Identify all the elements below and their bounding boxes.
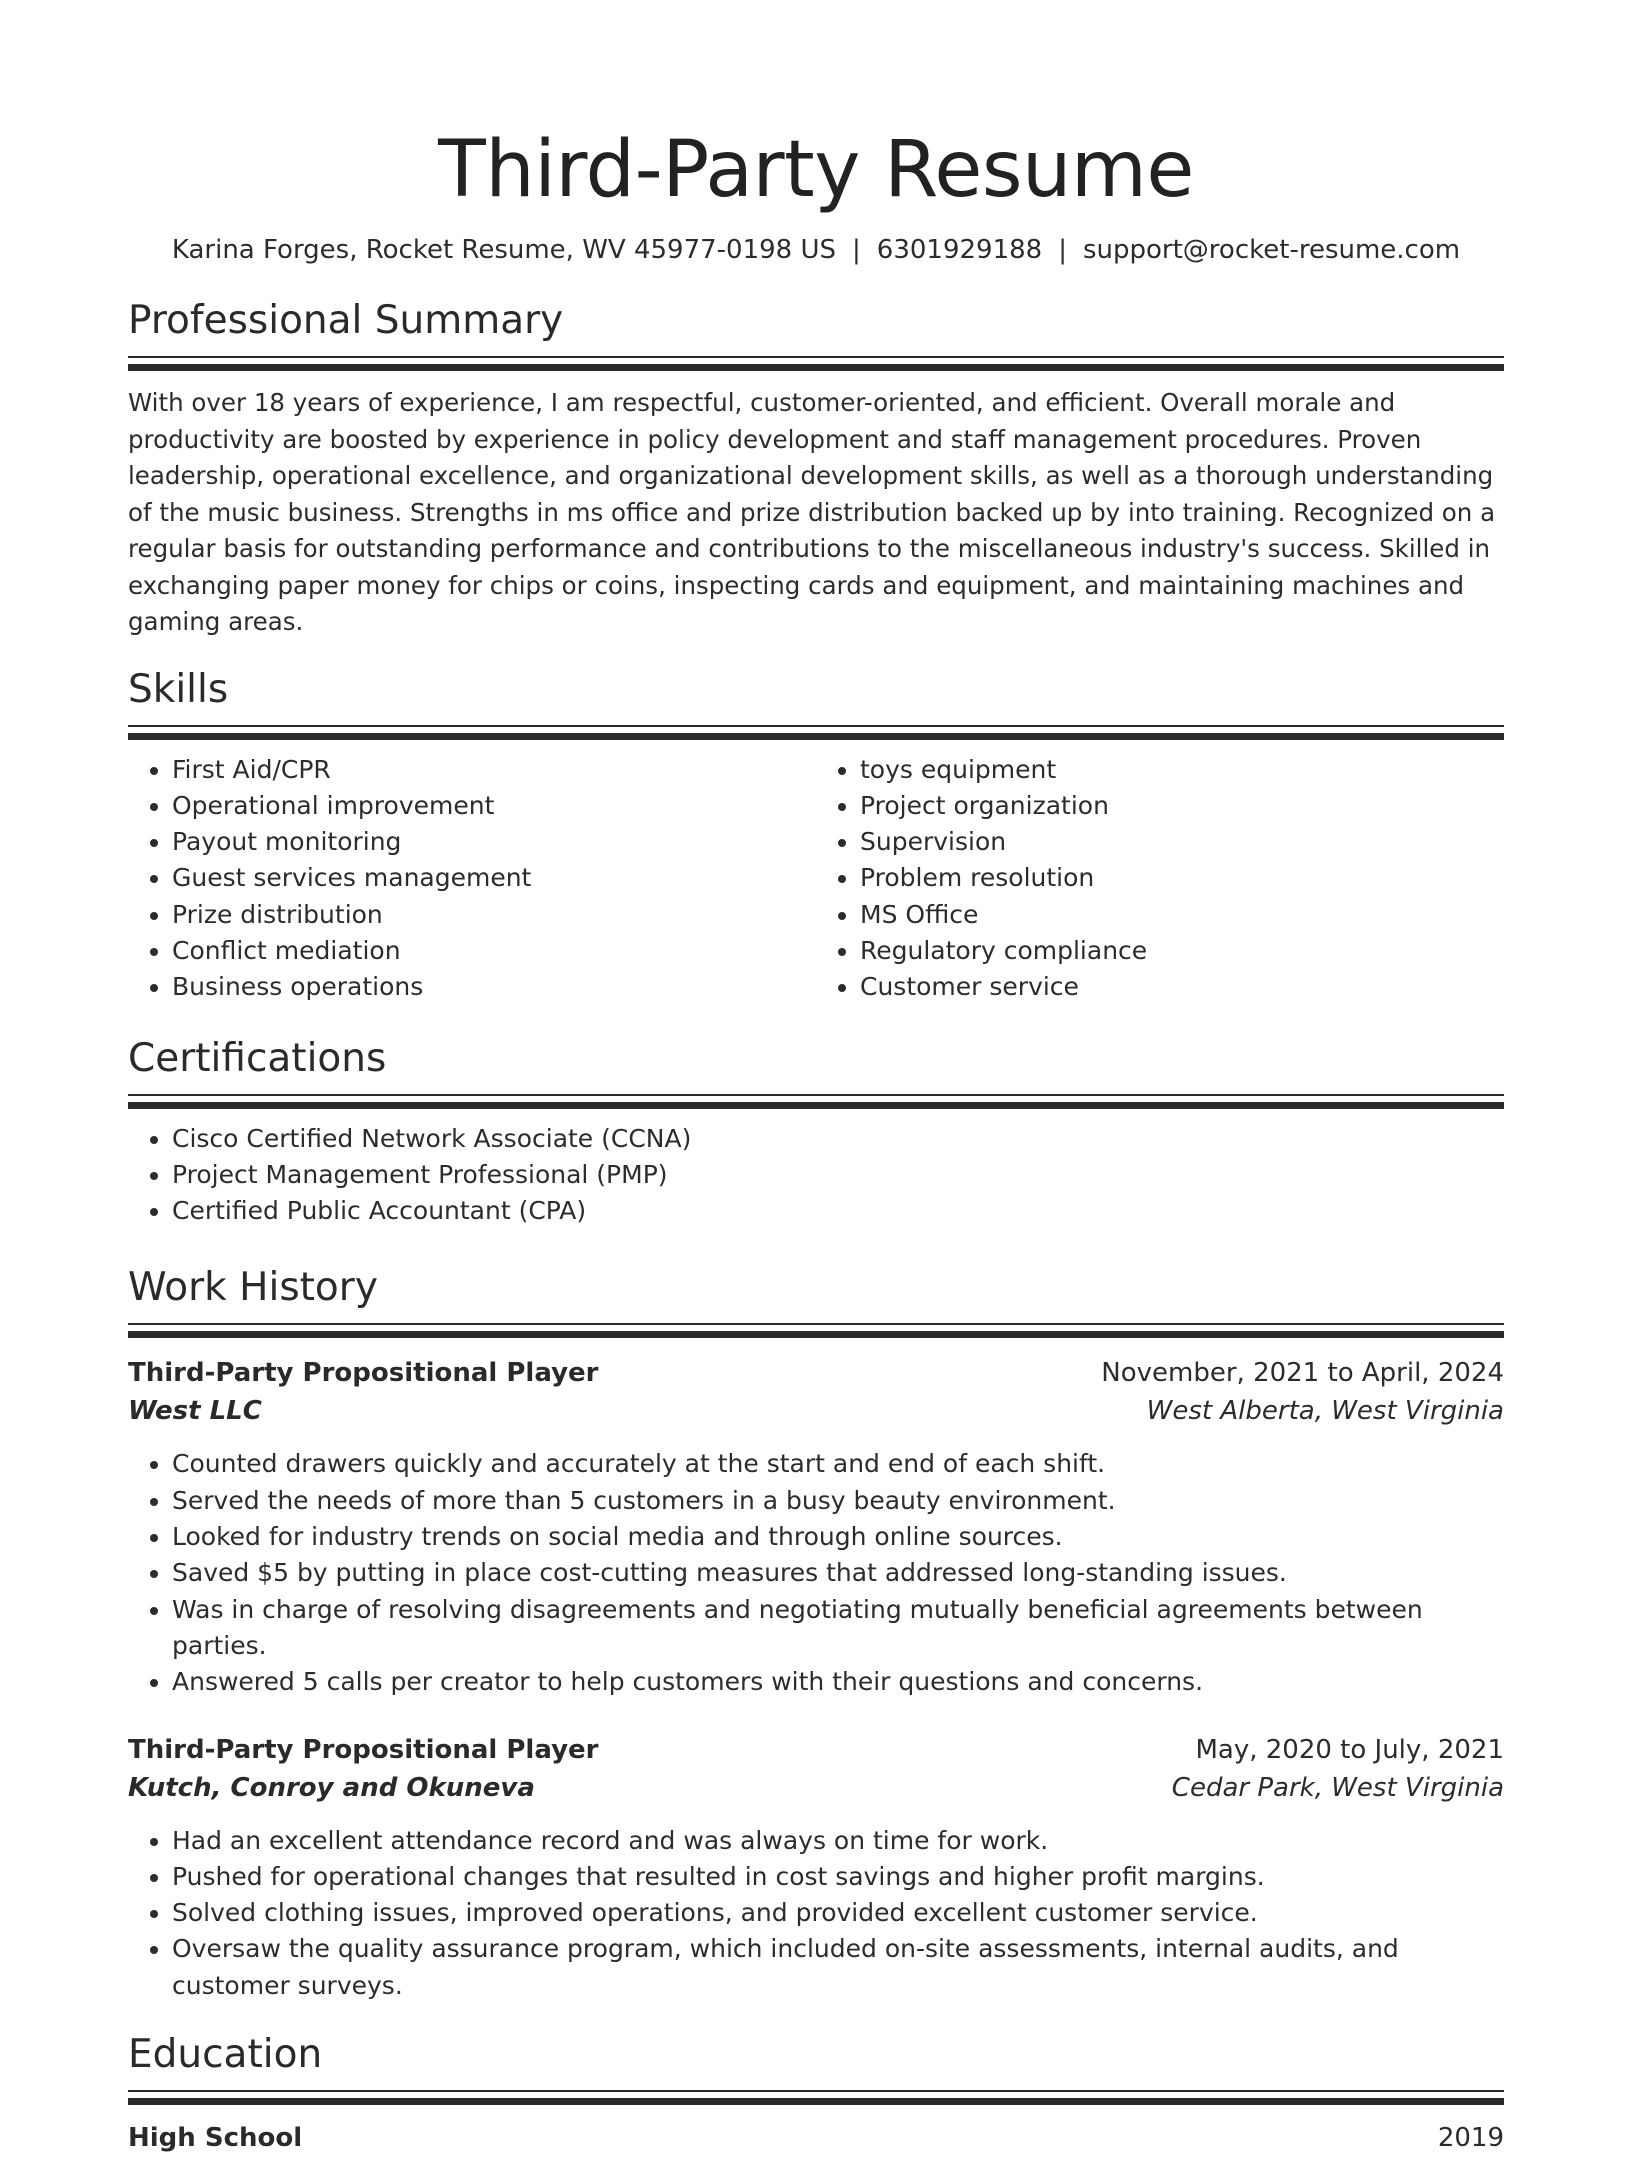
job-duty: • Looked for industry trends on social media and through online sources. <box>172 1519 1504 1555</box>
contact-email: support@rocket-resume.com <box>1082 235 1461 265</box>
job-duty: • Served the needs of more than 5 customers in a busy beauty environment. <box>172 1483 1504 1519</box>
skills-grid <box>128 752 1504 1006</box>
contact-phone: 6301929188 <box>876 235 1043 265</box>
certifications-section <box>128 1034 1504 1230</box>
job-duty: • Saved $5 by putting in place cost-cutting measures that addressed long-standing issues. <box>172 1555 1504 1591</box>
job-title: Third-Party Propositional Player <box>128 1734 599 1765</box>
certifications-heading: Certifications <box>128 1035 387 1081</box>
summary-section <box>128 296 1504 641</box>
certification-item: • Certified Public Accountant (CPA) <box>172 1193 1504 1229</box>
summary-text: With over 18 years of experience, I am respectful, customer-oriented, and efficient. Overall morale and productivity are boosted by experience in policy development and staff management procedures. Proven leadership, operational excellence, and organizational development skills, as well as a thorough understanding of the music business. Strengths in ms office and prize distribution backed up by into training. Recognized on a regular basis for outstanding performance and contributions to the miscellaneous industry's success. Skilled in exchanging paper money for chips or coins, inspecting cards and equipment, and maintaining machines and gaming areas. <box>128 388 1496 636</box>
job-company: Kutch, Conroy and Okuneva <box>128 1772 535 1803</box>
skill-item: • toys equipment <box>860 752 1504 788</box>
education-degree: High School <box>128 2123 303 2154</box>
skills-heading: Skills <box>128 666 229 712</box>
job-duties-list <box>128 1446 1504 1700</box>
job-location: Cedar Park, West Virginia <box>1171 1772 1504 1803</box>
job-header <box>128 1354 1504 1392</box>
skill-item: • Customer service <box>860 969 1504 1005</box>
skills-section <box>128 665 1504 1006</box>
education-section <box>128 2030 1504 2157</box>
section-divider <box>128 725 1504 740</box>
skill-item: • Conflict mediation <box>172 933 816 969</box>
skill-item: • MS Office <box>860 897 1504 933</box>
section-divider <box>128 356 1504 371</box>
job-duty: • Answered 5 calls per creator to help customers with their questions and concerns. <box>172 1664 1504 1700</box>
job-dates: November, 2021 to April, 2024 <box>1101 1358 1504 1389</box>
education-entry <box>128 2119 1504 2157</box>
skill-item: • Business operations <box>172 969 816 1005</box>
job-header <box>128 1731 1504 1769</box>
job-subheader <box>128 1769 1504 1807</box>
contact-separator: | <box>852 235 861 265</box>
job-dates: May, 2020 to July, 2021 <box>1195 1734 1504 1765</box>
job-duty: • Oversaw the quality assurance program, which included on-site assessments, internal audits, and customer surveys. <box>172 1931 1504 2004</box>
skill-item: • Problem resolution <box>860 860 1504 896</box>
job-duties-list <box>128 1823 1504 2004</box>
job-duty: • Solved clothing issues, improved operations, and provided excellent customer service. <box>172 1895 1504 1931</box>
job-entry <box>128 1354 1504 1700</box>
contact-separator: | <box>1058 235 1067 265</box>
section-divider <box>128 2090 1504 2105</box>
certification-item: • Cisco Certified Network Associate (CCNA) <box>172 1121 1504 1157</box>
skill-item: • Supervision <box>860 824 1504 860</box>
skills-right-list <box>816 752 1504 1006</box>
resume-title: Third-Party Resume <box>438 125 1194 215</box>
job-title: Third-Party Propositional Player <box>128 1358 599 1389</box>
certifications-list <box>128 1121 1504 1230</box>
job-company: West LLC <box>128 1396 262 1427</box>
skill-item: • First Aid/CPR <box>172 752 816 788</box>
job-entry <box>128 1731 1504 2004</box>
section-divider <box>128 1094 1504 1109</box>
job-location: West Alberta, West Virginia <box>1146 1396 1504 1427</box>
work-history-heading: Work History <box>128 1265 378 1311</box>
contact-address: Karina Forges, Rocket Resume, WV 45977-0198 US <box>171 235 837 265</box>
job-duty: • Counted drawers quickly and accurately at the start and end of each shift. <box>172 1446 1504 1482</box>
skill-item: • Operational improvement <box>172 788 816 824</box>
job-duty: • Was in charge of resolving disagreements and negotiating mutually beneficial agreements between parties. <box>172 1592 1504 1665</box>
skill-item: • Regulatory compliance <box>860 933 1504 969</box>
section-divider <box>128 1323 1504 1338</box>
education-year: 2019 <box>1437 2123 1504 2154</box>
skill-item: • Guest services management <box>172 860 816 896</box>
skill-item: • Project organization <box>860 788 1504 824</box>
skill-item: • Prize distribution <box>172 897 816 933</box>
skill-item: • Payout monitoring <box>172 824 816 860</box>
job-duty: • Pushed for operational changes that resulted in cost savings and higher profit margins. <box>172 1859 1504 1895</box>
work-history-section <box>128 1263 1504 2004</box>
job-duty: • Had an excellent attendance record and was always on time for work. <box>172 1823 1504 1859</box>
summary-heading: Professional Summary <box>128 298 564 343</box>
certification-item: • Project Management Professional (PMP) <box>172 1157 1504 1193</box>
skills-left-list <box>128 752 816 1006</box>
education-heading: Education <box>128 2032 323 2078</box>
contact-line <box>128 232 1504 268</box>
job-subheader <box>128 1392 1504 1430</box>
